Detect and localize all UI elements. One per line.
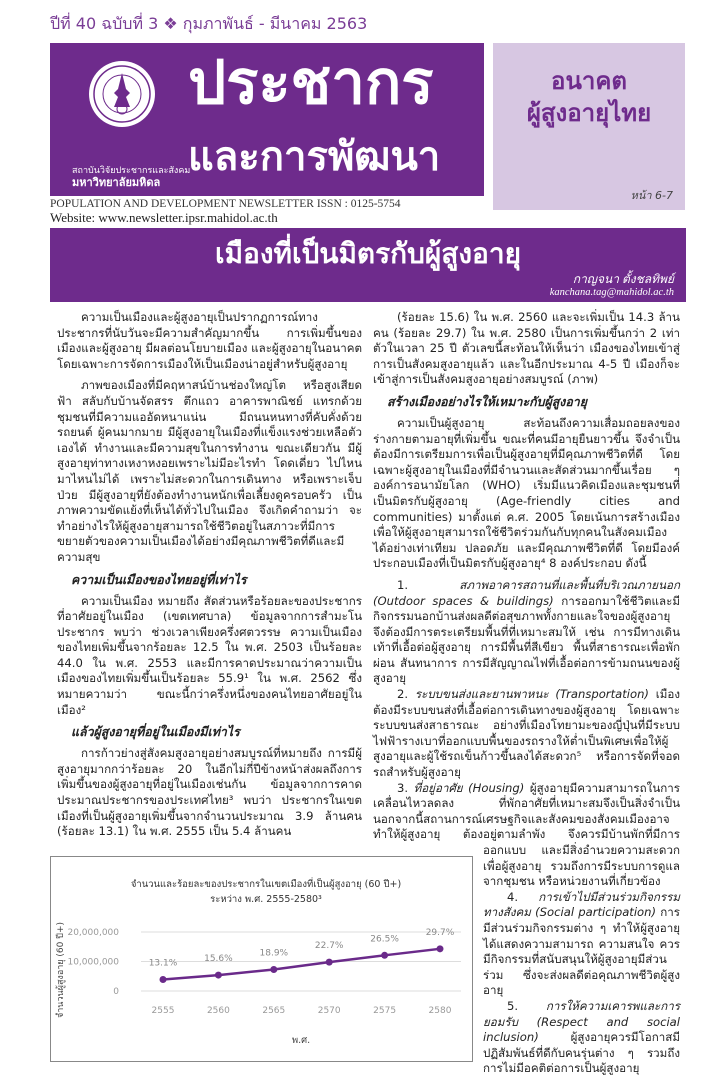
page-reference: หน้า 6-7	[630, 189, 673, 202]
data-label: 15.6%	[204, 954, 233, 965]
item-text: เมืองต้องมีระบบขนส่งที่เอื้อต่อการเดินทางของผู้สูงอายุ โดยเฉพาะระบบขนส่งสาธารณะ อย่างที่เมืองโทยามะของญี่ปุ่นที่มีระบบไฟฟ้ารางเบาที่ออกแบบพื้นของรถรางให้ต่ำเป็นพิเศษเพื่อให้ผู้สูงอายุและผู้ใช้รถเข็นก้าวขึ้นลงได้สะดวก⁵ หรือการจัดที่จอดรถสำหรับผู้สูงอายุ	[373, 687, 680, 780]
article-title: เมืองที่เป็นมิตรกับผู้สูงอายุ	[215, 237, 521, 270]
paragraph: ความเป็นเมืองและผู้สูงอายุเป็นปรากฏการณ์ทางประชากรที่นับวันจะมีความสำคัญมากขึ้น การเพิ่มขึ้นของเมืองและผู้สูงอายุ มีผลต่อนโยบายเมือง และผู้สูงอายุในอนาคต โดยเฉพาะการจัดการเมืองให้เป็นเมืองน่าอยู่สำหรับผู้สูงอายุ	[57, 310, 362, 371]
item-number: 2.	[397, 687, 409, 702]
paragraph: ความเป็นผู้สูงอายุ สะท้อนถึงความเสื่อมถอยลงของร่างกายตามอายุที่เพิ่มขึ้น ขณะที่คนมีอายุยืนยาวขึ้น จึงจำเป็นต้องมีการเตรียมการเพื่อเป็นผู้สูงอายุที่มีคุณภาพชีวิตที่ดี โดยเฉพาะผู้สูงอายุในเมืองที่มีจำนวนและสัดส่วนมากขึ้นเรื่อย ๆ องค์การอนามัยโลก (WHO) เริ่มมีแนวคิดเมืองและชุมชนที่เป็นมิตรกับผู้สูงอายุ (Age-friendly cities and communities) มาตั้งแต่ ค.ศ. 2005 โดยเน้นการสร้างเมืองเพื่อให้ผู้สูงอายุสามารถใช้ชีวิตร่วมกันกับทุกคนในสังคมเมืองได้อย่างเท่าเทียม ปลอดภัย และมีคุณภาพชีวิตที่ดี โดยมีองค์ประกอบเมืองที่เป็นมิตรกับผู้สูงอายุ⁴ 8 องค์ประกอบ ดังนี้	[373, 415, 680, 571]
data-point	[215, 972, 222, 979]
line-chart	[51, 857, 472, 1061]
x-tick-label: 2560	[206, 1006, 230, 1016]
y-tick-label: 10,000,000	[67, 957, 119, 968]
x-tick-label: 2580	[428, 1006, 452, 1016]
author-email[interactable]: kanchana.tag@mahidol.ac.th	[549, 287, 674, 298]
item-title: การให้ความเคารพและการยอมรับ (Respect and social inclusion)	[483, 998, 680, 1045]
item-title: สภาพอาคารสถานที่และพื้นที่บริเวณภายนอก (Outdoor spaces & buildings)	[373, 577, 680, 608]
item-number: 1.	[397, 577, 409, 592]
section-heading: แล้วผู้สูงอายุที่อยู่ในเมืองมีเท่าไร	[71, 724, 240, 740]
section-box	[493, 43, 685, 210]
y-tick-label: 20,000,000	[67, 928, 119, 938]
section-title-line1: อนาคต	[551, 67, 627, 95]
x-tick-label: 2555	[151, 1006, 175, 1016]
item-number: 4.	[507, 889, 519, 904]
masthead-title-line1: ประชากร	[188, 48, 434, 118]
publication-line: POPULATION AND DEVELOPMENT NEWSLETTER ISSN : 0125-5754	[50, 198, 401, 210]
university-seal-logo	[86, 59, 158, 159]
x-axis-label: พ.ศ.	[291, 1035, 311, 1046]
institute-label: สถาบันวิจัยประชากรและสังคม	[72, 166, 191, 176]
data-point	[381, 952, 388, 959]
data-point	[326, 959, 333, 966]
article-banner	[50, 228, 686, 302]
item-number: 5.	[507, 998, 519, 1013]
university-label: มหาวิทยาลัยมหิดล	[72, 176, 161, 189]
data-label: 13.1%	[148, 958, 178, 969]
item-title: ระบบขนส่งและยานพาหนะ (Transportation)	[414, 687, 649, 702]
author-name: กาญจนา ตั้งชลทิพย์	[572, 272, 674, 286]
data-point	[437, 945, 444, 952]
item-text-continued: ต้องอยู่ตามลำพัง จึงควรมีบ้านพักที่มีการออกแบบ และมีสิ่งอำนวยความสะดวกเพื่อผู้สูงอายุ รวมถึงการมีระบบการดูแลจากชุมชน หรือหน่วยงานที่เกี่ยวข้อง	[462, 827, 680, 889]
x-tick-label: 2565	[262, 1006, 286, 1016]
item-text: การออกมาใช้ชีวิตและมีกิจกรรมนอกบ้านส่งผลดีต่อสุขภาพทั้งกายและใจของผู้สูงอายุ จึงต้องมีการตระเตรียมพื้นที่ที่เหมาะสมให้ เช่น การมีทางเดินเท้าที่เอื้อต่อผู้สูงอายุ การมีพื้นที่สีเขียว พื้นที่สาธารณะเพื่อพักผ่อน สันทนาการ การมีสัญญาณไฟที่เอื้อต่อการข้ามถนนของผู้สูงอายุ	[373, 593, 680, 686]
item-text: การมีส่วนร่วมกิจกรรมต่าง ๆ ทำให้ผู้สูงอายุได้แสดงความสามารถ ความสนใจ ควรมีกิจกรรมที่สนับสนุนให้ผู้สูงอายุมีส่วนร่วม ซึ่งจะส่งผลดีต่อคุณภาพชีวิตผู้สูงอายุ	[483, 905, 680, 998]
chart-figure	[50, 856, 473, 1062]
item-text: ผู้สูงอายุมีความสามารถในการเคลื่อนไหวลดลง ที่พักอาศัยที่เหมาะสมจึงเป็นสิ่งจำเป็น นอกจากนี้สถานการณ์เศรษฐกิจและสังคมของสังคมเมืองอาจทำให้ผู้สูงอายุ	[373, 780, 680, 842]
data-point	[160, 976, 167, 983]
paragraph: การก้าวย่างสู่สังคมสูงอายุอย่างสมบูรณ์ที่หมายถึง การมีผู้สูงอายุมากกว่าร้อยละ 20 ในอีกไม่กี่ปีข้างหน้าส่งผลถึงการเพิ่มขึ้นของผู้สูงอายุที่อยู่ในเมืองเช่นกัน ข้อมูลจากการคาดประมาณประชากรของประเทศไทย³ พบว่า ประชากรในเขตเมืองที่เป็นผู้สูงอายุเพิ่มขึ้นจากจำนวนประมาณ 3.9 ล้านคน (ร้อยละ 13.1) ใน พ.ศ. 2555 เป็น 5.4 ล้านคน	[57, 746, 362, 839]
paragraph: (ร้อยละ 15.6) ใน พ.ศ. 2560 และจะเพิ่มเป็น 14.3 ล้านคน (ร้อยละ 29.7) ใน พ.ศ. 2580 เป็นการเพิ่มขึ้นกว่า 2 เท่าตัวในเวลา 25 ปี ตัวเลขนี้สะท้อนให้เห็นว่า เมืองของไทยเข้าสู่การเป็นสังคมสูงอายุแล้ว และในอีกประมาณ 4-5 ปี เมืองก็จะเข้าสู่การเป็นสังคมสูงอายุอย่างสมบูรณ์ (ภาพ)	[373, 310, 680, 387]
y-axis-label: จำนวนผู้สูงอายุ (60 ปี+)	[56, 921, 66, 1019]
masthead	[50, 43, 484, 196]
institute-name	[72, 165, 190, 189]
list-item	[373, 687, 680, 781]
list-item	[373, 578, 680, 687]
data-label: 29.7%	[425, 927, 455, 938]
data-label: 22.7%	[314, 941, 344, 952]
item-text: ผู้สูงอายุควรมีโอกาสมีปฏิสัมพันธ์ที่ดีกับคนรุ่นต่าง ๆ รวมถึงการไม่มีอคติต่อการเป็นผู้สูงอายุ	[483, 1030, 680, 1076]
issue-line: ปีที่ 40 ฉบับที่ 3 ❖ กุมภาพันธ์ - มีนาคม 2563	[50, 14, 368, 33]
data-label: 26.5%	[370, 934, 399, 945]
masthead-title-line2: และการพัฒนา	[188, 134, 441, 180]
section-heading: สร้างเมืองอย่างไรให้เหมาะกับผู้สูงอายุ	[387, 393, 588, 409]
section-heading: ความเป็นเมืองของไทยอยู่ที่เท่าไร	[71, 571, 247, 587]
chart-subtitle: ระหว่าง พ.ศ. 2555-2580³	[210, 894, 322, 905]
paragraph: ภาพของเมืองที่มีคฤหาสน์บ้านช่องใหญ่โต หรือสูงเสียดฟ้า สลับกับบ้านจัดสรร ตึกแถว อาคารพาณิชย์ แทรกด้วยชุมชนที่มีความแออัดหนาแน่น มีถนนหนทางที่คับคั่งด้วยรถยนต์ ผู้คนมากมาย มีผู้สูงอายุในเมืองที่แข็งแรงช่วยเหลือตัวเองได้ ทำงานและมีความสุขในการทำงาน ขณะเดียวกัน มีผู้สูงอายุท่าทางเหงาหงอยเพราะไม่มีอะไรทำ โดดเดี่ยว ไปไหนมาไหนไม่ได้ เพราะไม่สะดวกในการเดินทาง หรือเพราะเจ็บป่วย มีผู้สูงอายุที่ยังต้องทำงานหนักเพื่อเลี้ยงดูครอบครัว เป็นภาพความขัดแย้งที่เห็นได้ทั่วไปในเมือง จึงเกิดคำถามว่า จะทำอย่างไรให้ผู้สูงอายุสามารถใช้ชีวิตอยู่ในสภาวะที่มีการขยายตัวของความเป็นเมืองได้อย่างมีคุณภาพชีวิตที่ดีและมีความสุข	[57, 378, 362, 564]
item-title: การเข้าไปมีส่วนร่วมกิจกรรมทางสังคม (Social participation)	[483, 889, 680, 920]
chart-title: จำนวนและร้อยละของประชากรในเขตเมืองที่เป็นผู้สูงอายุ (60 ปี+)	[130, 879, 402, 890]
x-tick-label: 2575	[373, 1006, 397, 1016]
x-tick-label: 2570	[317, 1006, 341, 1016]
data-label: 18.9%	[259, 948, 289, 959]
paragraph: ความเป็นเมือง หมายถึง สัดส่วนหรือร้อยละของประชากรที่อาศัยอยู่ในเมือง (เขตเทศบาล) ข้อมูลจากการสำมะโนประชากร พบว่า ช่วงเวลาเพียงครึ่งศตวรรษ ความเป็นเมืองของไทยเพิ่มขึ้นจากร้อยละ 12.5 ใน พ.ศ. 2503 เป็นร้อยละ 44.0 ใน พ.ศ. 2553 และมีการคาดประมาณว่าความเป็นเมืองของไทยเพิ่มขึ้นเป็นร้อยละ 55.9¹ ใน พ.ศ. 2562 ซึ่งหมายความว่า ขณะนี้กว่าครึ่งหนึ่งของคนไทยอาศัยอยู่ในเมือง²	[57, 593, 362, 717]
item-number: 3.	[397, 780, 409, 795]
website-link[interactable]: Website: www.newsletter.ipsr.mahidol.ac.th	[50, 210, 278, 225]
data-point	[270, 966, 277, 973]
section-title-line2: ผู้สูงอายุไทย	[526, 99, 652, 127]
y-tick-label: 0	[113, 987, 119, 997]
left-column	[57, 310, 362, 846]
item-title: ที่อยู่อาศัย (Housing)	[413, 780, 525, 795]
